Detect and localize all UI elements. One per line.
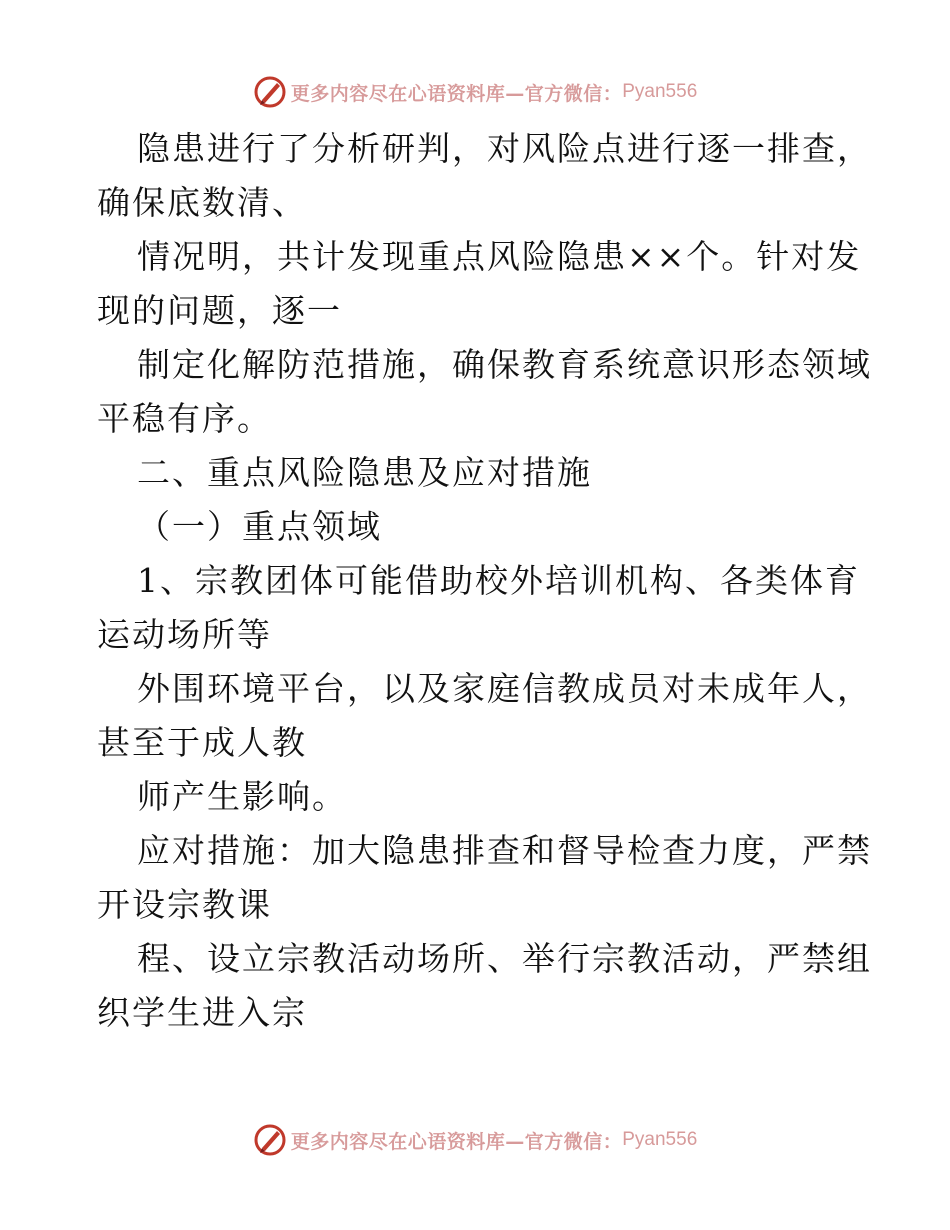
text-line: 现的问题，逐一 [97,291,342,330]
text-line: 隐患进行了分析研判，对风险点进行逐一排查， [137,129,872,168]
text-line: 开设宗教课 [97,885,272,924]
text-line: 织学生进入宗 [97,993,307,1032]
pen-logo-icon [253,1123,287,1157]
text-line: 师产生影响。 [137,777,347,816]
text-line: 平稳有序。 [97,399,272,438]
text-line: 情况明，共计发现重点风险隐患××个。针对发 [137,237,862,276]
footer-text: 更多内容尽在心语资料库—官方微信： [290,1130,623,1153]
pen-logo-icon [253,75,287,109]
text-line: 应对措施：加大隐患排查和督导检查力度，严禁 [137,831,872,870]
footer-wechat-id: Pyan556 [622,1129,698,1150]
header-wechat-id: Pyan556 [622,81,698,102]
subsection-heading: （一）重点领域 [137,507,382,546]
header-text: 更多内容尽在心语资料库—官方微信： [290,82,623,105]
text-line: 运动场所等 [97,615,272,654]
text-line: 制定化解防范措施，确保教育系统意识形态领域 [137,345,872,384]
header-banner [0,72,950,112]
footer-banner [0,1120,950,1160]
text-line: 外围环境平台，以及家庭信教成员对未成年人， [137,669,872,708]
text-line: 程、设立宗教活动场所、举行宗教活动，严禁组 [137,939,872,978]
section-heading: 二、重点风险隐患及应对措施 [137,453,592,492]
text-line: 确保底数清、 [97,183,307,222]
text-line: 甚至于成人教 [97,723,307,762]
document-body [97,122,872,1040]
text-line: 1、宗教团体可能借助校外培训机构、各类体育 [137,561,860,600]
